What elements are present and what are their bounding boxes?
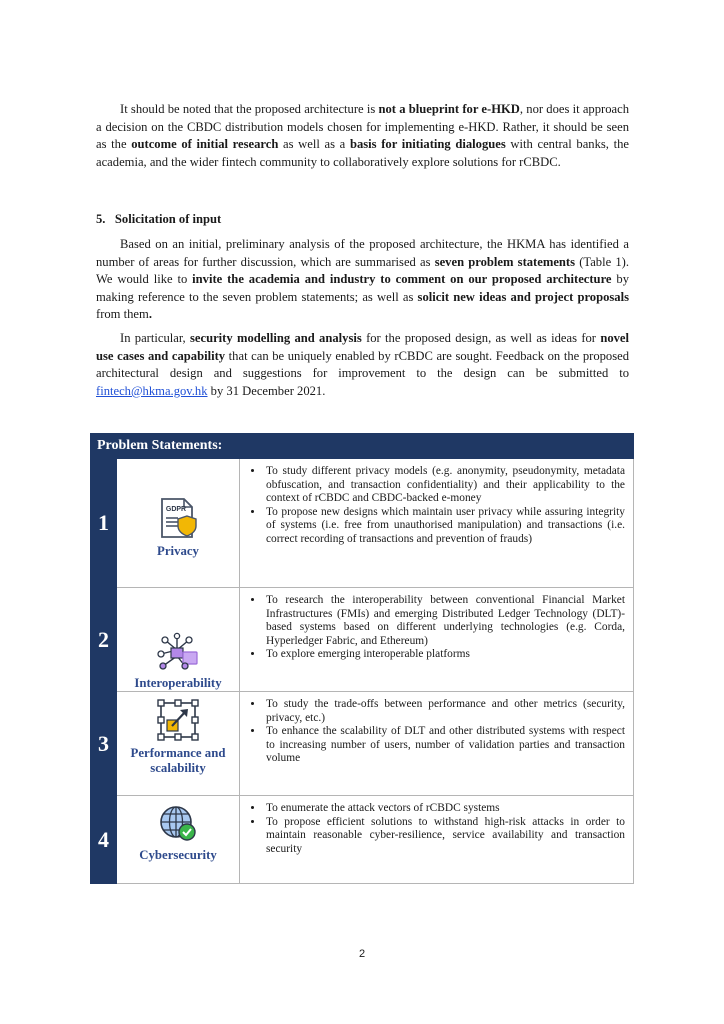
problem-statements-table: [90, 433, 634, 884]
solicitation-paragraph: [96, 236, 629, 324]
text-run: (Table 1). We would like to: [96, 254, 630, 287]
text-run: from them: [96, 307, 149, 322]
gdpr-icon-text: GDPR: [165, 505, 187, 513]
statement-list: [246, 698, 625, 766]
bold-run: basis for initiating dialogues: [349, 137, 506, 152]
statement-list: [246, 465, 625, 547]
list-item: • To research the interoperability between conventional Financial Market Infrastructures (FMIs) and emerging Distributed Ledger Technology (DLT)-based systems based on different underlying technologies (e.g. Corda, Hyperledger Fabric, and Ethereum): [264, 594, 625, 648]
bold-run: novel use cases and capability: [96, 331, 629, 363]
bold-run: not a blueprint for e-HKD: [378, 102, 520, 116]
page-number: 2: [358, 948, 366, 960]
description-cell: [240, 459, 634, 588]
text-run: Based on an initial, preliminary analysis of the proposed architecture, the HKMA has identified a number of areas for further discussion, which are summarised as: [96, 237, 629, 269]
bold-run: outcome of initial research: [131, 137, 279, 152]
statement-list: [246, 594, 625, 662]
description-cell: [240, 692, 634, 796]
text-run: for the proposed design, as well as ideas for: [361, 331, 601, 345]
category-cell: [117, 459, 240, 588]
gdpr-document-icon: [156, 496, 200, 540]
table-header: Problem Statements:: [91, 434, 634, 459]
text-run: In particular,: [120, 331, 190, 345]
category-cell: [117, 588, 240, 692]
bold-run: .: [148, 307, 152, 322]
category-label: Interoperability: [134, 676, 222, 690]
text-run: with central banks, the academia, and the wider fintech community to collaboratively explore solutions for rCBDC.: [96, 137, 629, 169]
text-run: as well as a: [278, 137, 350, 152]
intro-paragraph: [96, 101, 629, 171]
category-cell: [117, 796, 240, 884]
list-item: • To enumerate the attack vectors of rCBDC systems: [264, 802, 625, 816]
description-cell: [240, 796, 634, 884]
description-cell: [240, 588, 634, 692]
category-label: Privacy: [157, 543, 199, 558]
category-label: Cybersecurity: [139, 848, 217, 862]
globe-shield-icon: [156, 804, 200, 844]
statement-list: [246, 802, 625, 856]
bold-run: solicit new ideas and project proposals: [417, 289, 629, 304]
category-label: Performance and scalability: [130, 746, 226, 775]
row-number: 1: [91, 459, 117, 588]
list-item: • To propose new designs which maintain user privacy while assuring integrity of systems (i.e. free from unauthorised manipulation) and transactions (i.e. correct recording of transactions and prevention of frauds): [264, 506, 625, 547]
scaling-arrow-icon: [156, 698, 200, 742]
text-run: by 31 December 2021.: [207, 383, 326, 398]
list-item: • To study different privacy models (e.g. anonymity, pseudonymity, metadata obfuscation, and transaction confidentiality) and their applicability to the context of rCBDC and CBDC-backed e-money: [264, 465, 625, 506]
bold-run: invite the academia and industry to comment on our proposed architecture: [192, 272, 612, 287]
list-item: • To enhance the scalability of DLT and other distributed systems with respect to increasing number of users, number of validation parties and transaction volume: [264, 725, 625, 766]
text-run: by making reference to the seven problem statements; as well as: [96, 272, 630, 304]
section-heading: 5. Solicitation of input: [96, 212, 222, 226]
row-number: 4: [91, 796, 117, 884]
email-link[interactable]: fintech@hkma.gov.hk: [96, 383, 208, 398]
text-run: that can be uniquely enabled by rCBDC are sought. Feedback on the proposed architectural design and suggestions for improvement to the design can be submitted to: [96, 348, 629, 381]
row-number: 3: [91, 692, 117, 796]
feedback-paragraph: [96, 330, 629, 400]
network-nodes-icon: [155, 632, 201, 672]
list-item: • To explore emerging interoperable platforms: [264, 648, 625, 662]
bold-run: security modelling and analysis: [190, 331, 362, 345]
list-item: • To propose efficient solutions to withstand high-risk attacks in order to maintain reasonable cyber-resilience, service availability and transaction security: [264, 816, 625, 857]
bold-run: seven problem statements: [434, 254, 576, 269]
text-run: , nor does it approach a decision on the CBDC distribution models chosen for implementing e-HKD. Rather, it should be seen as the: [96, 102, 629, 152]
list-item: • To study the trade-offs between performance and other metrics (security, privacy, etc.): [264, 698, 625, 725]
text-run: It should be noted that the proposed architecture is: [120, 102, 379, 116]
row-number: 2: [91, 588, 117, 692]
category-cell: [117, 692, 240, 796]
